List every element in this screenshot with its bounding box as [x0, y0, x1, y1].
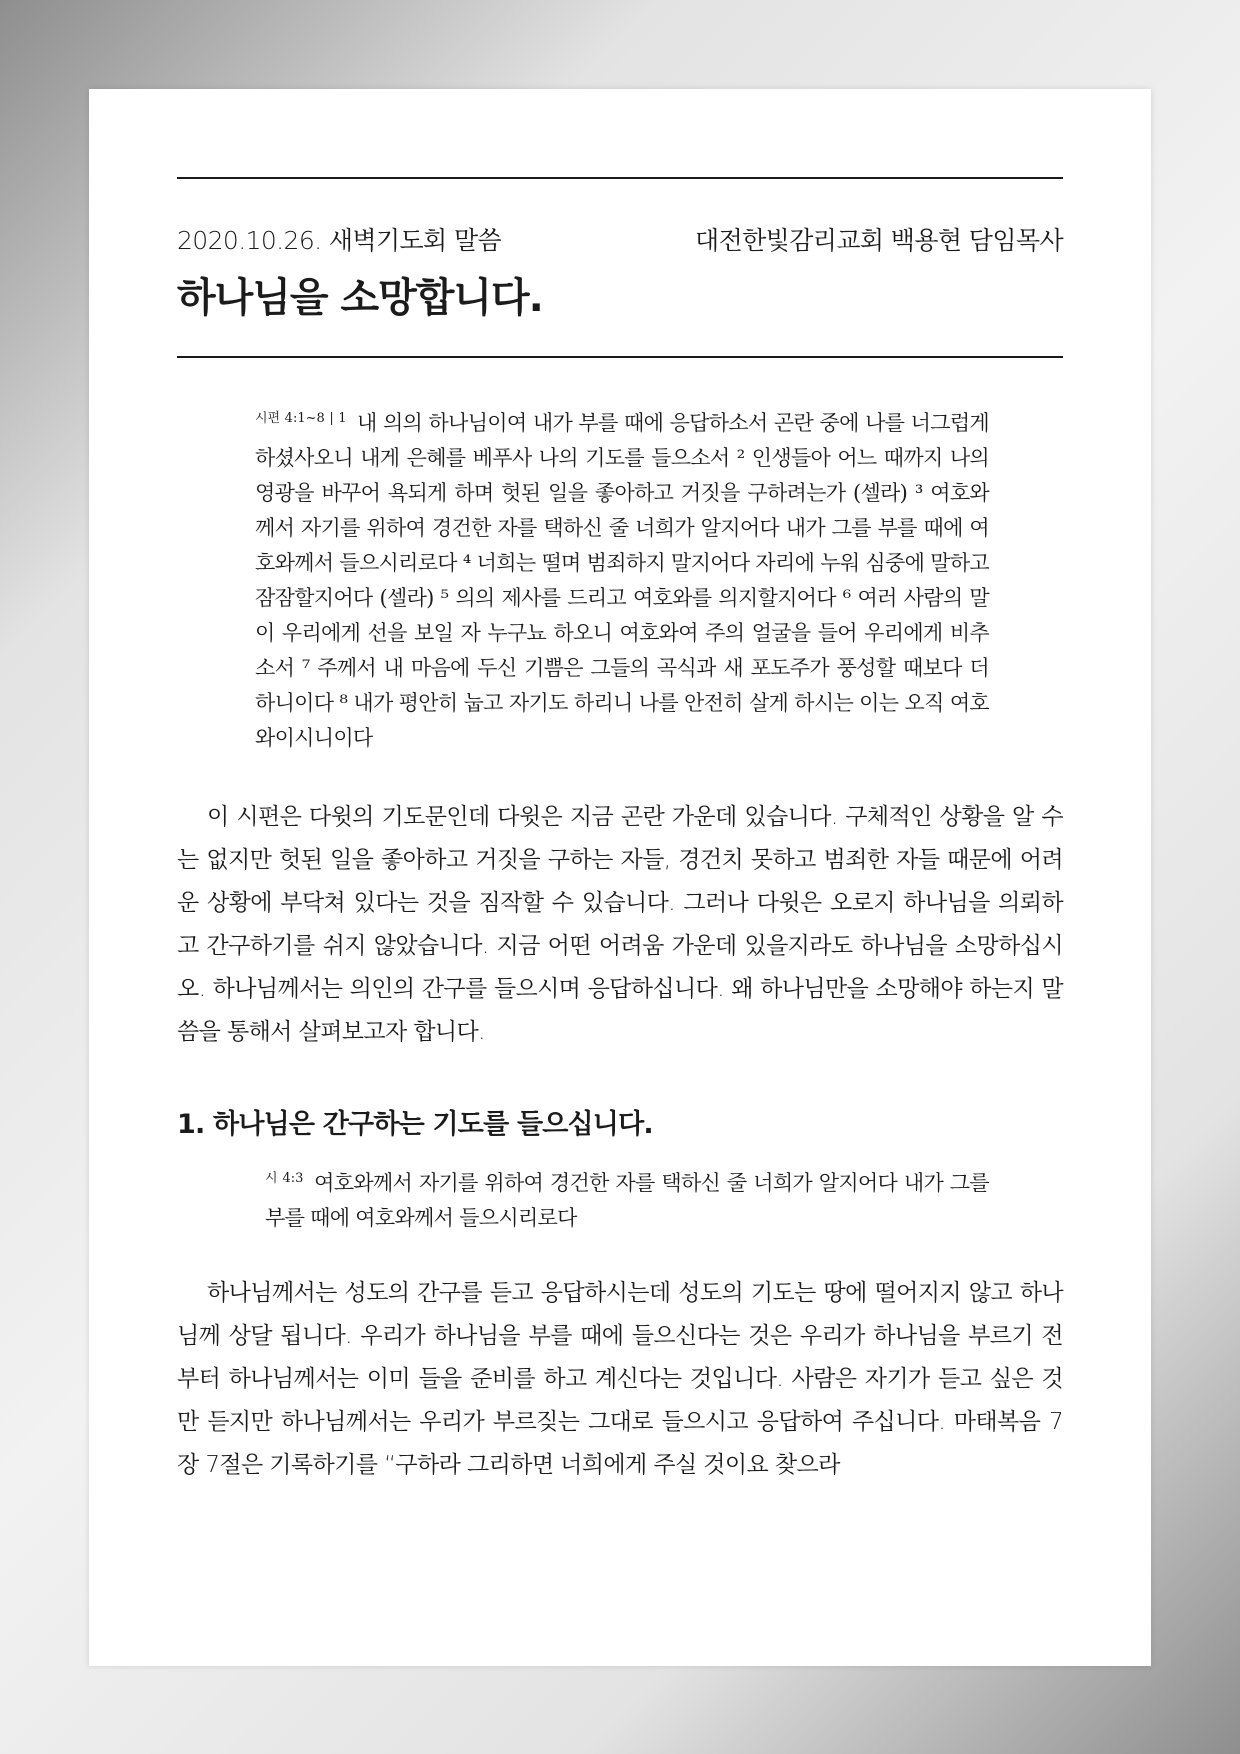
service-date: 2020.10.26.	[177, 226, 322, 255]
pastor-title: 담임목사	[968, 226, 1063, 255]
scripture-text: 내 의의 하나님이여 내가 부를 때에 응답하소서 곤란 중에 나를 너그럽게 하셨사오니 내게 은혜를 베푸사 나의 기도를 들으소서 ² 인생들아 어느 때까지 나의 영광을 바꾸어 욕되게 하며 헛된 일을 좋아하고 거짓을 구하려는가 (셀라) ³ 여호와께서 자기를 위하여 경건한 자를 택하신 줄 너희가 알지어다 내가 그를 부를 때에 여호와께서 들으시리로다 ⁴ 너희는 떨며 범죄하지 말지어다 자리에 누워 심중에 말하고 잠잠할지어다 (셀라) ⁵ 의의 제사를 드리고 여호와를 의지할지어다 ⁶ 여러 사람의 말이 우리에게 선을 보일 자 누구뇨 하오니 여호와여 주의 얼굴을 들어 우리에게 비추소서 ⁷ 주께서 내 마음에 두신 기쁨은 그들의 곡식과 새 포도주가 풍성할 때보다 더 하니이다 ⁸ 내가 평안히 눕고 자기도 하리니 나를 안전히 살게 하시는 이는 오직 여호와이시니이다	[255, 411, 989, 750]
section-paragraph: 하나님께서는 성도의 간구를 듣고 응답하시는데 성도의 기도는 땅에 떨어지지 않고 하나님께 상달 됩니다. 우리가 하나님을 부를 때에 들으신다는 것은 우리가 하나님을 부르기 전부터 하나님께서는 이미 들을 준비를 하고 계신다는 것입니다. 사람은 자기가 듣고 싶은 것만 듣지만 하나님께서는 우리가 부르짖는 그대로 들으시고 응답하여 주십니다. 마태복음 7장 7절은 기록하기를 “구하라 그리하면 너희에게 주실 것이요 찾으라	[177, 1280, 1063, 1478]
section-scripture-reference: 시 4:3	[265, 1171, 304, 1186]
section-scripture-quote	[265, 1166, 989, 1236]
section-scripture-text: 여호와께서 자기를 위하여 경건한 자를 택하신 줄 너희가 알지어다 내가 그를 부를 때에 여호와께서 들으시리로다	[265, 1171, 989, 1230]
intro-paragraph: 이 시편은 다윗의 기도문인데 다윗은 지금 곤란 가운데 있습니다. 구체적인 상황을 알 수는 없지만 헛된 일을 좋아하고 거짓을 구하는 자들, 경건치 못하고 범죄한 자들 때문에 어려운 상황에 부닥쳐 있다는 것을 짐작할 수 있습니다. 그러나 다윗은 오로지 하나님을 의뢰하고 간구하기를 쉬지 않았습니다. 지금 어떤 어려움 가운데 있을지라도 하나님을 소망하십시오. 하나님께서는 의인의 간구를 들으시며 응답하십니다. 왜 하나님만을 소망해야 하는지 말씀을 통해서 살펴보고자 합니다.	[177, 804, 1063, 1045]
title-rule	[177, 356, 1063, 358]
page-content	[177, 177, 1063, 1487]
church-name: 대전한빛감리교회	[695, 226, 884, 255]
service-name: 새벽기도회 말씀	[328, 226, 502, 255]
sermon-title: 하나님을 소망합니다.	[177, 275, 543, 321]
author-info	[695, 221, 1063, 257]
scripture-reference: 시편 4:1~8 | 1	[255, 411, 347, 426]
pastor-name: 백용현	[890, 226, 962, 255]
meta-row	[177, 221, 1063, 255]
service-info	[177, 221, 501, 257]
section-heading: 1. 하나님은 간구하는 기도를 들으십니다.	[177, 1109, 653, 1140]
top-rule	[177, 177, 1063, 179]
scripture-quote	[255, 406, 989, 756]
document-page	[89, 89, 1151, 1666]
